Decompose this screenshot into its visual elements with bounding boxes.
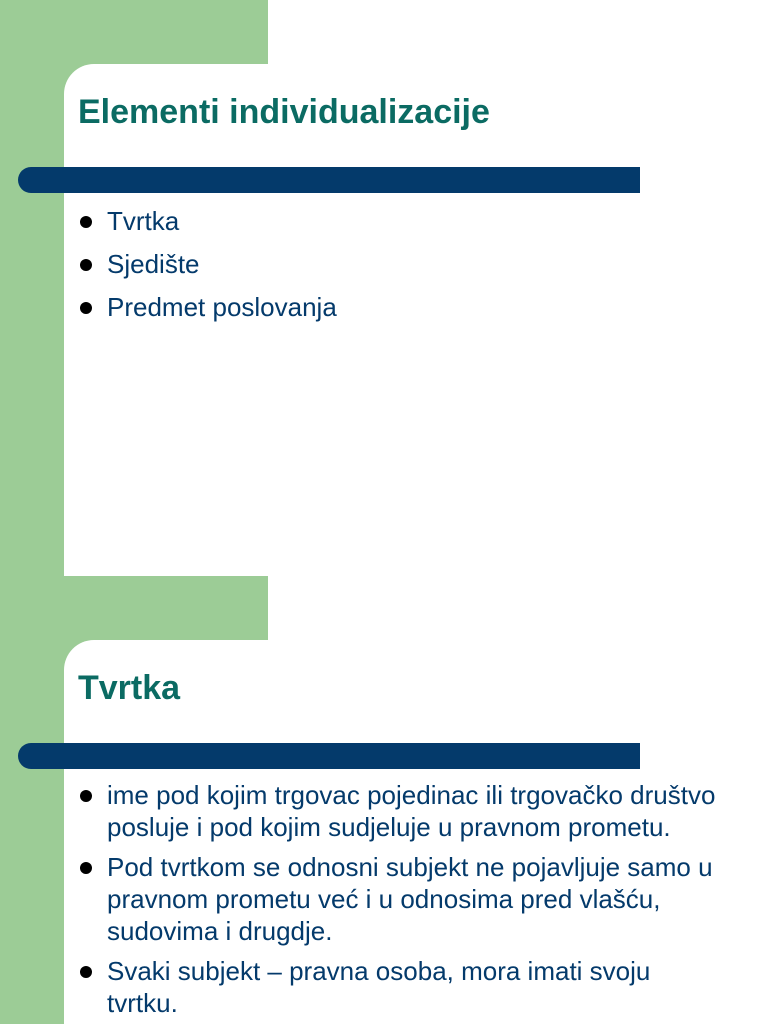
bullet-icon [80, 216, 92, 228]
list-item [78, 779, 718, 843]
list-item-text: Svaki subjekt – pravna osoba, mora imati svoju tvrtku. [107, 956, 651, 1018]
list-item [78, 851, 718, 947]
title-divider-bar [18, 167, 640, 193]
list-item-text: Predmet poslovanja [107, 292, 337, 322]
bullet-icon [80, 302, 92, 314]
list-item [78, 248, 718, 280]
bullet-icon [80, 259, 92, 271]
list-item-text: Sjedište [107, 249, 200, 279]
slide-tvrtka [0, 576, 768, 1024]
bullet-list [78, 779, 718, 1024]
slide-title: Tvrtka [78, 669, 181, 707]
list-item-text: ime pod kojim trgovac pojedinac ili trgovačko društvo posluje i pod kojim sudjeluje u pravnom prometu. [107, 780, 716, 842]
list-item [78, 955, 718, 1019]
list-item-text: Pod tvrtkom se odnosni subjekt ne pojavljuje samo u pravnom prometu već i u odnosima pred vlašću, sudovima i drugdje. [107, 852, 713, 946]
bullet-list [78, 205, 718, 334]
bullet-icon [80, 862, 92, 874]
title-divider-bar [18, 743, 640, 769]
list-item-text: Tvrtka [107, 206, 180, 236]
green-left-strip [0, 0, 64, 576]
green-left-strip [0, 576, 64, 1024]
list-item [78, 205, 718, 237]
list-item [78, 291, 718, 323]
bullet-icon [80, 966, 92, 978]
slide-title: Elementi individualizacije [78, 93, 490, 131]
bullet-icon [80, 790, 92, 802]
